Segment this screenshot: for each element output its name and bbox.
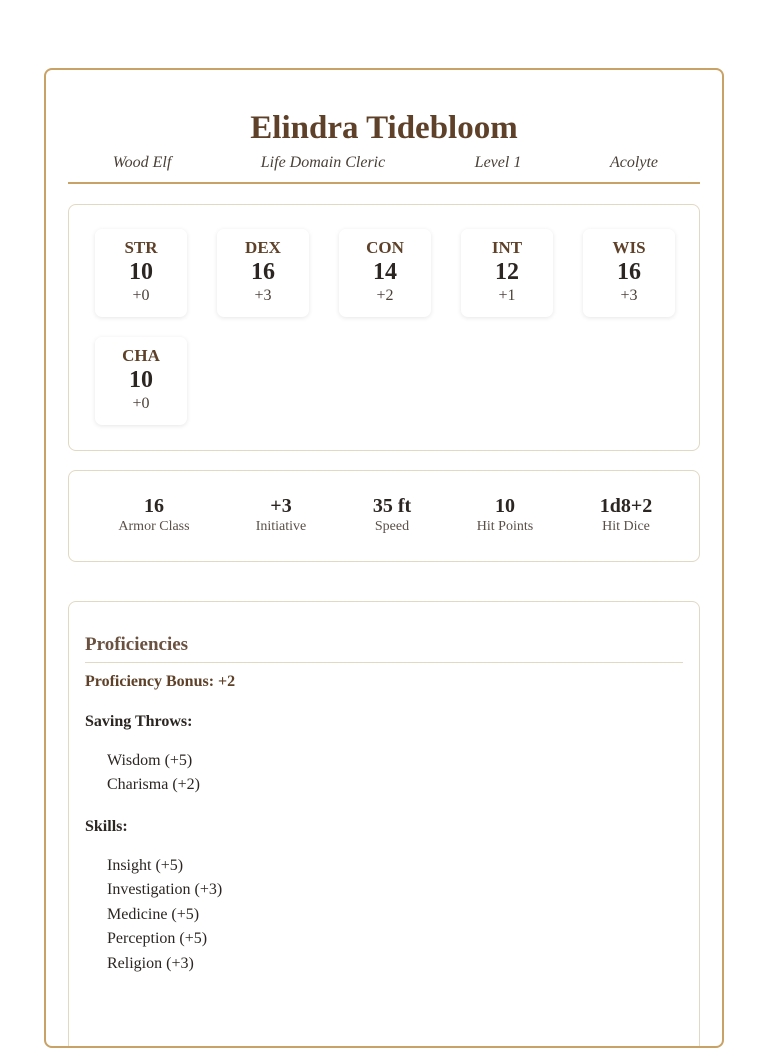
ability-card-cha <box>95 337 187 425</box>
character-background: Acolyte <box>610 154 658 171</box>
stat-value: 35 ft <box>372 495 412 517</box>
skill-item: Insight (+5) <box>107 857 184 874</box>
stat-value: 1d8+2 <box>599 495 653 517</box>
skills-heading: Skills: <box>85 818 128 835</box>
hit-dice-stat <box>566 495 686 535</box>
saving-throw-item: Wisdom (+5) <box>107 752 193 769</box>
ability-scores-panel <box>68 204 700 451</box>
ability-modifier: +0 <box>132 395 150 412</box>
ability-card-con <box>339 229 431 317</box>
stat-value: +3 <box>270 495 292 517</box>
stat-label: Speed <box>374 519 410 534</box>
character-name: Elindra Tidebloom <box>250 110 518 146</box>
ability-abbr: STR <box>124 238 158 257</box>
ability-card-wis <box>583 229 675 317</box>
ability-score: 10 <box>129 259 153 285</box>
ability-modifier: +3 <box>254 287 272 304</box>
character-class: Life Domain Cleric <box>260 154 386 171</box>
skill-item: Religion (+3) <box>107 954 194 972</box>
ability-score: 10 <box>129 367 153 393</box>
ability-abbr: CON <box>366 238 404 257</box>
stat-value: 16 <box>144 495 164 517</box>
stat-value: 10 <box>495 495 515 517</box>
ability-modifier: +1 <box>498 287 516 304</box>
character-level: Level 1 <box>474 154 522 171</box>
character-sheet <box>44 68 724 1048</box>
skill-item: Medicine (+5) <box>107 905 200 923</box>
ability-score: 12 <box>495 259 519 285</box>
ability-abbr: DEX <box>245 238 281 257</box>
hit-points-stat <box>445 495 565 535</box>
proficiency-bonus: Proficiency Bonus: +2 <box>85 673 236 690</box>
ability-card-str <box>95 229 187 317</box>
combat-stats-panel <box>68 470 700 562</box>
saving-throws-heading: Saving Throws: <box>85 713 193 730</box>
stat-label: Initiative <box>255 519 307 534</box>
ability-abbr: WIS <box>612 238 646 257</box>
skill-item: Perception (+5) <box>107 930 208 948</box>
ability-modifier: +2 <box>376 287 394 304</box>
ability-score: 16 <box>617 259 641 285</box>
ability-abbr: INT <box>491 238 523 257</box>
saving-throw-item: Charisma (+2) <box>107 776 200 794</box>
stat-label: Hit Points <box>476 519 534 534</box>
ability-modifier: +0 <box>132 287 150 304</box>
ability-card-int <box>461 229 553 317</box>
armor-class-stat <box>94 495 214 535</box>
initiative-stat <box>221 495 341 535</box>
character-race: Wood Elf <box>112 154 172 171</box>
proficiencies-panel <box>68 601 700 1048</box>
ability-score: 14 <box>373 259 397 285</box>
stat-label: Hit Dice <box>602 519 650 534</box>
speed-stat <box>332 495 452 535</box>
stat-label: Armor Class <box>118 519 190 534</box>
ability-score: 16 <box>251 259 275 285</box>
ability-abbr: CHA <box>122 346 160 365</box>
skills-list <box>107 854 222 976</box>
ability-card-dex <box>217 229 309 317</box>
skill-item: Investigation (+3) <box>107 881 223 899</box>
saving-throws-list <box>107 749 200 798</box>
character-meta-row <box>68 154 700 184</box>
proficiencies-title: Proficiencies <box>85 634 683 663</box>
ability-modifier: +3 <box>620 287 638 304</box>
